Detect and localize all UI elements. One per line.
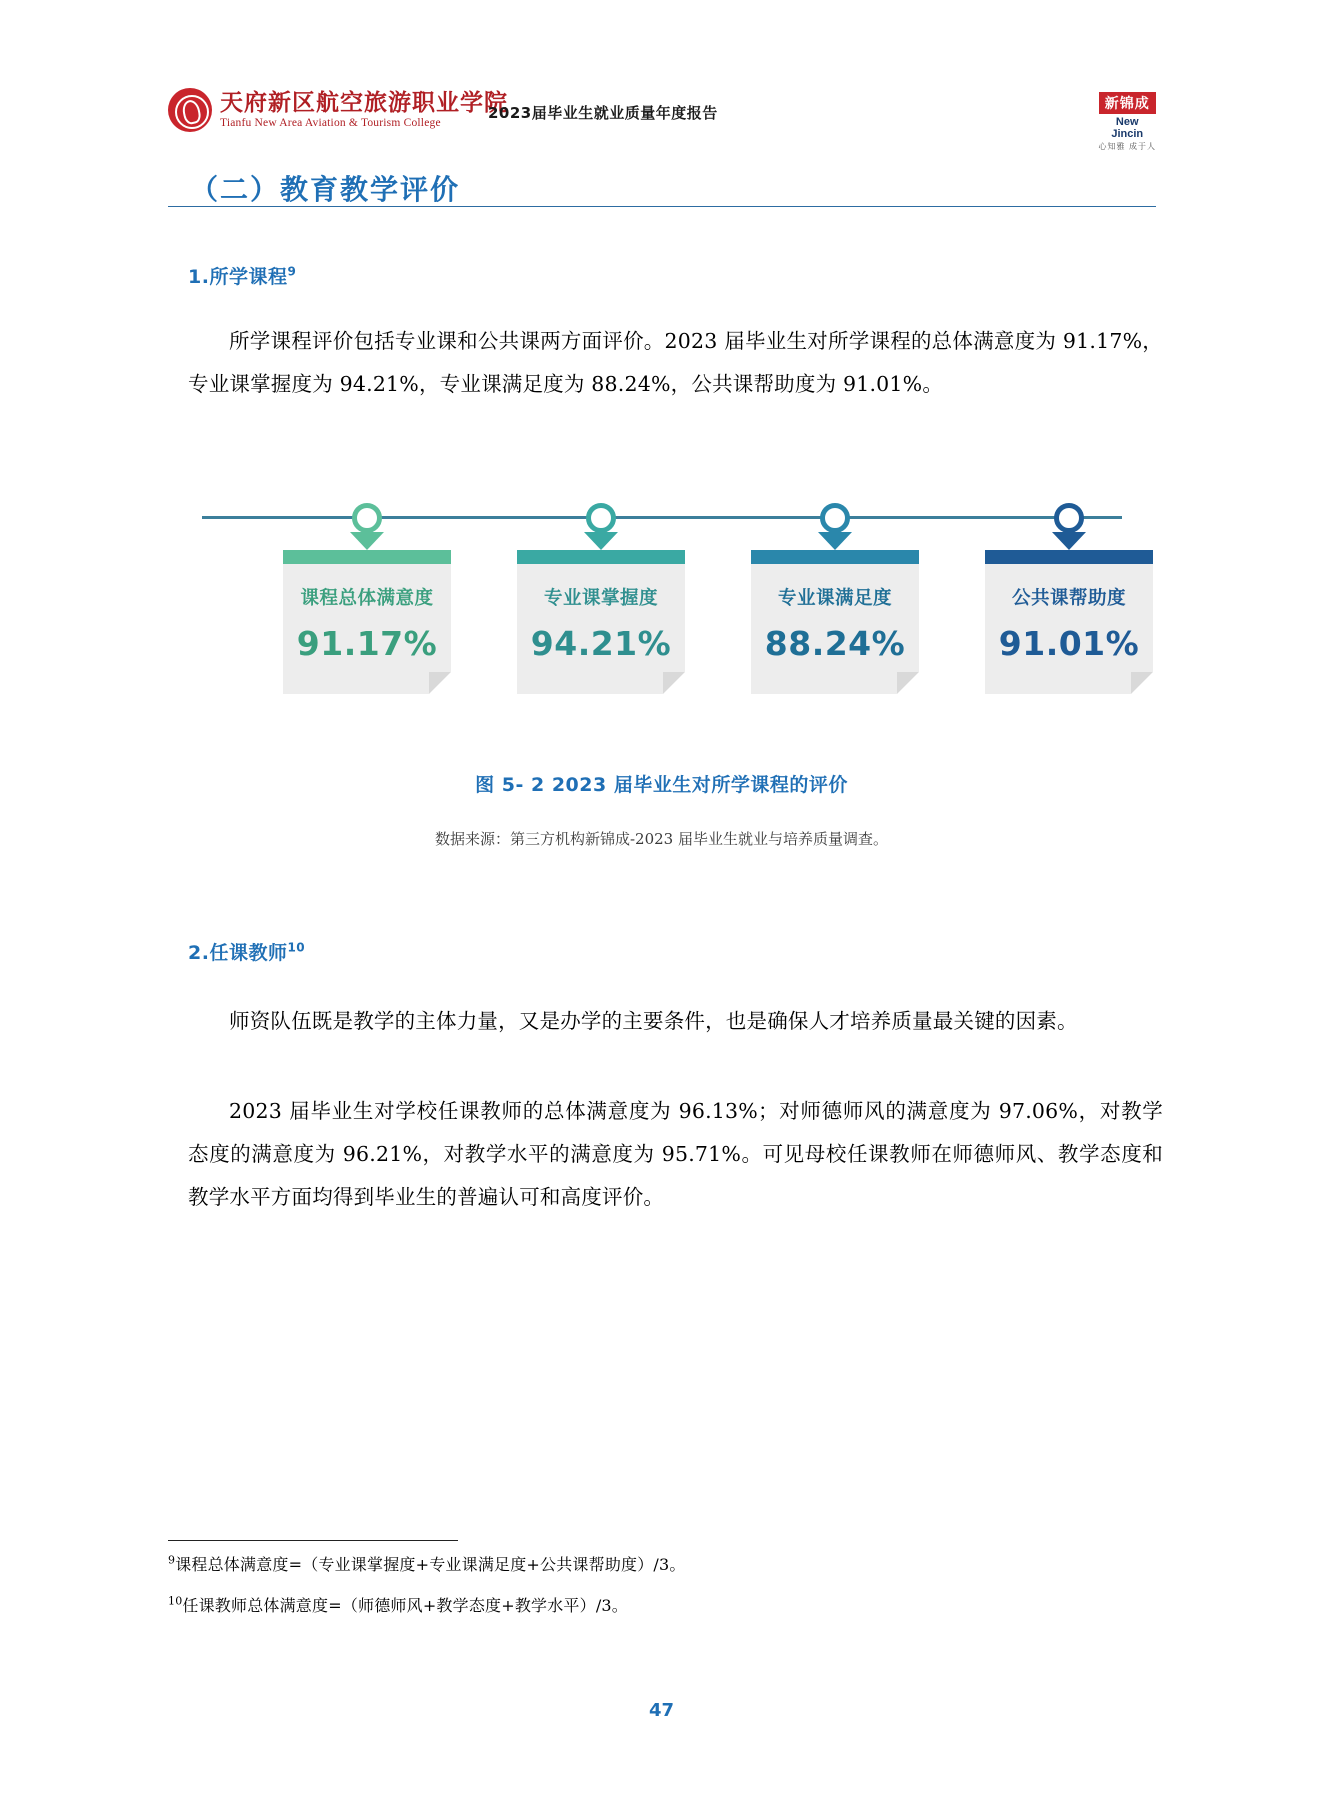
section-divider — [168, 206, 1156, 207]
school-logo-text — [220, 88, 508, 130]
chart-card-3-value: 88.24% — [764, 624, 906, 663]
chart-card-4-fold — [1131, 672, 1153, 694]
partner-name-en-line2: Jincin — [1111, 128, 1144, 141]
chart-card-4-bar — [985, 550, 1153, 564]
chart-card-1-bar — [283, 550, 451, 564]
paragraph-courses: 所学课程评价包括专业课和公共课两方面评价。2023 届毕业生对所学课程的总体满意度为 91.17%，专业课掌握度为 94.21%，专业课满足度为 88.24%，公共课帮助度为 91.01%。 — [188, 329, 1163, 396]
chart-card-4-body — [985, 564, 1153, 694]
chart-card-2-label: 专业课掌握度 — [543, 588, 658, 609]
chart-card-3-body — [751, 564, 919, 694]
chart-card-4-label: 公共课帮助度 — [1011, 588, 1126, 609]
paragraph-teachers-2: 2023 届毕业生对学校任课教师的总体满意度为 96.13%；对师德师风的满意度为 97.06%，对教学态度的满意度为 96.21%，对教学水平的满意度为 95.71%。可见母校任课教师在师德师风、教学态度和教学水平方面均得到毕业生的普遍认可和高度评价。 — [188, 1099, 1163, 1209]
partner-name-cn: 新锦成 — [1099, 92, 1156, 114]
chart-card-2 — [517, 550, 685, 694]
chart-node-4 — [1054, 503, 1084, 533]
chart-card-1-body — [283, 564, 451, 694]
chart-card-2-bar — [517, 550, 685, 564]
figure-caption: 图 5- 2 2023 届毕业生对所学课程的评价 — [475, 774, 848, 796]
chart-card-3 — [751, 550, 919, 694]
footnote-9-text: 课程总体满意度=（专业课掌握度+专业课满足度+公共课帮助度）/3。 — [175, 1555, 686, 1574]
chart-node-2 — [586, 503, 616, 533]
chart-card-2-pointer — [584, 532, 618, 550]
paragraph-teachers-1: 师资队伍既是教学的主体力量，又是办学的主要条件，也是确保人才培养质量最关键的因素。 — [229, 1009, 1078, 1033]
footnote-marker-9: 9 — [287, 264, 297, 279]
partner-tagline: 心知雅 成于人 — [1098, 142, 1156, 152]
chart-card-1-pointer — [350, 532, 384, 550]
chart-card-2-value: 94.21% — [530, 624, 672, 663]
partner-name-en-line1: New — [1115, 116, 1139, 128]
school-logo — [168, 88, 508, 132]
footnote-divider — [168, 1540, 458, 1541]
chart-card-3-label: 专业课满足度 — [777, 588, 892, 609]
footnote-9-marker: 9 — [168, 1553, 176, 1567]
chart-card-2-fold — [663, 672, 685, 694]
chart-card-3-fold — [897, 672, 919, 694]
courses-evaluation-chart — [188, 490, 1138, 710]
subsection-title-teachers — [188, 938, 305, 965]
chart-card-4 — [985, 550, 1153, 694]
subsection-title-courses — [188, 262, 296, 289]
footnote-marker-10: 10 — [287, 940, 306, 955]
section-title: （二）教育教学评价 — [190, 173, 461, 206]
chart-card-4-value: 91.01% — [998, 624, 1140, 663]
chart-axis-line — [202, 516, 1122, 519]
chart-card-2-body — [517, 564, 685, 694]
figure-source: 数据来源：第三方机构新锦成-2023 届毕业生就业与培养质量调查。 — [434, 830, 888, 848]
partner-name-en — [1098, 116, 1156, 140]
page-number: 47 — [648, 1700, 675, 1721]
subsection-title-courses-text: 1.所学课程 — [188, 266, 288, 288]
footnote-10-text: 任课教师总体满意度=（师德师风+教学态度+教学水平）/3。 — [182, 1596, 628, 1615]
chart-node-3 — [820, 503, 850, 533]
partner-logo — [1098, 92, 1156, 152]
school-name-en: Tianfu New Area Aviation & Tourism College — [220, 117, 441, 130]
chart-card-3-bar — [751, 550, 919, 564]
chart-card-1-value: 91.17% — [296, 624, 438, 663]
school-name-cn: 天府新区航空旅游职业学院 — [220, 88, 508, 116]
school-seal-icon — [168, 88, 212, 132]
chart-node-1 — [352, 503, 382, 533]
subsection-title-teachers-text: 2.任课教师 — [188, 942, 288, 964]
footnote-10 — [168, 1593, 628, 1616]
footnote-10-marker: 10 — [168, 1594, 183, 1608]
chart-card-4-pointer — [1052, 532, 1086, 550]
report-title: 2023届毕业生就业质量年度报告 — [488, 104, 718, 122]
page-header — [168, 88, 1156, 150]
footnote-9 — [168, 1552, 686, 1575]
chart-card-1 — [283, 550, 451, 694]
chart-card-1-fold — [429, 672, 451, 694]
chart-card-1-label: 课程总体满意度 — [300, 588, 434, 609]
chart-card-3-pointer — [818, 532, 852, 550]
